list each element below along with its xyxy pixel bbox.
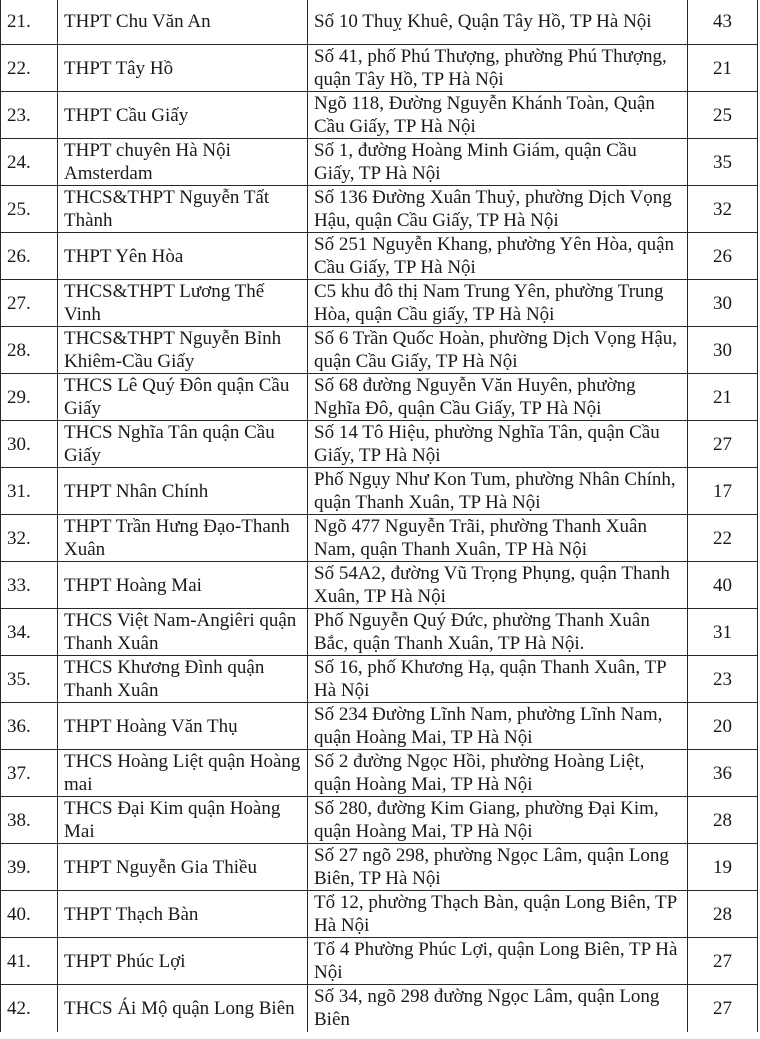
- row-number: 30.: [1, 421, 58, 468]
- school-name: THPT Phúc Lợi: [58, 938, 308, 985]
- school-name: THPT Hoàng Văn Thụ: [58, 703, 308, 750]
- school-address: Số 6 Trần Quốc Hoàn, phường Dịch Vọng Hậu, quận Cầu Giấy, TP Hà Nội: [308, 327, 688, 374]
- row-number: 27.: [1, 280, 58, 327]
- school-name: THCS&THPT Nguyễn Tất Thành: [58, 186, 308, 233]
- school-address: Tổ 4 Phường Phúc Lợi, quận Long Biên, TP Hà Nội: [308, 938, 688, 985]
- school-name: THCS Đại Kim quận Hoàng Mai: [58, 797, 308, 844]
- school-address: Số 280, đường Kim Giang, phường Đại Kim, quận Hoàng Mai, TP Hà Nội: [308, 797, 688, 844]
- row-number: 31.: [1, 468, 58, 515]
- school-count: 21: [688, 374, 758, 421]
- row-number: 29.: [1, 374, 58, 421]
- school-address: Số 10 Thuỵ Khuê, Quận Tây Hồ, TP Hà Nội: [308, 0, 688, 45]
- table-row: [1, 656, 758, 703]
- school-address: Ngõ 118, Đường Nguyễn Khánh Toàn, Quận Cầu Giấy, TP Hà Nội: [308, 92, 688, 139]
- row-number: 37.: [1, 750, 58, 797]
- school-count: 31: [688, 609, 758, 656]
- school-name: THCS Hoàng Liệt quận Hoàng mai: [58, 750, 308, 797]
- row-number: 38.: [1, 797, 58, 844]
- school-address: Số 41, phố Phú Thượng, phường Phú Thượng, quận Tây Hồ, TP Hà Nội: [308, 45, 688, 92]
- school-name: THCS Lê Quý Đôn quận Cầu Giấy: [58, 374, 308, 421]
- schools-table-body: [1, 0, 758, 1032]
- table-row: [1, 844, 758, 891]
- table-row: [1, 562, 758, 609]
- school-name: THCS Việt Nam-Angiêri quận Thanh Xuân: [58, 609, 308, 656]
- table-row: [1, 938, 758, 985]
- table-row: [1, 609, 758, 656]
- school-address: Phố Nguyễn Quý Đức, phường Thanh Xuân Bắc, quận Thanh Xuân, TP Hà Nội.: [308, 609, 688, 656]
- school-address: Số 136 Đường Xuân Thuỷ, phường Dịch Vọng Hậu, quận Cầu Giấy, TP Hà Nội: [308, 186, 688, 233]
- school-name: THPT chuyên Hà Nội Amsterdam: [58, 139, 308, 186]
- table-row: [1, 421, 758, 468]
- school-name: THPT Trần Hưng Đạo-Thanh Xuân: [58, 515, 308, 562]
- school-name: THPT Yên Hòa: [58, 233, 308, 280]
- school-address: Số 251 Nguyễn Khang, phường Yên Hòa, quận Cầu Giấy, TP Hà Nội: [308, 233, 688, 280]
- row-number: 28.: [1, 327, 58, 374]
- school-count: 22: [688, 515, 758, 562]
- table-row: [1, 186, 758, 233]
- row-number: 25.: [1, 186, 58, 233]
- row-number: 21.: [1, 0, 58, 45]
- school-name: THPT Tây Hồ: [58, 45, 308, 92]
- school-count: 20: [688, 703, 758, 750]
- row-number: 23.: [1, 92, 58, 139]
- school-name: THPT Chu Văn An: [58, 0, 308, 45]
- school-address: Số 27 ngõ 298, phường Ngọc Lâm, quận Long Biên, TP Hà Nội: [308, 844, 688, 891]
- school-count: 40: [688, 562, 758, 609]
- school-name: THCS&THPT Lương Thế Vinh: [58, 280, 308, 327]
- table-row: [1, 703, 758, 750]
- school-address: C5 khu đô thị Nam Trung Yên, phường Trung Hòa, quận Cầu giấy, TP Hà Nội: [308, 280, 688, 327]
- school-address: Số 16, phố Khương Hạ, quận Thanh Xuân, TP Hà Nội: [308, 656, 688, 703]
- school-count: 21: [688, 45, 758, 92]
- table-row: [1, 233, 758, 280]
- school-count: 25: [688, 92, 758, 139]
- school-name: THPT Thạch Bàn: [58, 891, 308, 938]
- school-count: 19: [688, 844, 758, 891]
- school-name: THCS Nghĩa Tân quận Cầu Giấy: [58, 421, 308, 468]
- school-name: THPT Hoàng Mai: [58, 562, 308, 609]
- row-number: 24.: [1, 139, 58, 186]
- school-count: 36: [688, 750, 758, 797]
- school-address: Tổ 12, phường Thạch Bàn, quận Long Biên, TP Hà Nội: [308, 891, 688, 938]
- school-address: Ngõ 477 Nguyễn Trãi, phường Thanh Xuân Nam, quận Thanh Xuân, TP Hà Nội: [308, 515, 688, 562]
- row-number: 34.: [1, 609, 58, 656]
- school-count: 23: [688, 656, 758, 703]
- school-name: THCS&THPT Nguyễn Bỉnh Khiêm-Cầu Giấy: [58, 327, 308, 374]
- school-name: THPT Nguyễn Gia Thiều: [58, 844, 308, 891]
- table-row: [1, 797, 758, 844]
- row-number: 26.: [1, 233, 58, 280]
- table-row: [1, 139, 758, 186]
- school-count: 30: [688, 327, 758, 374]
- school-count: 32: [688, 186, 758, 233]
- row-number: 33.: [1, 562, 58, 609]
- school-count: 43: [688, 0, 758, 45]
- row-number: 22.: [1, 45, 58, 92]
- school-address: Phố Ngụy Như Kon Tum, phường Nhân Chính, quận Thanh Xuân, TP Hà Nội: [308, 468, 688, 515]
- school-name: THPT Nhân Chính: [58, 468, 308, 515]
- school-name: THCS Khương Đình quận Thanh Xuân: [58, 656, 308, 703]
- school-count: 27: [688, 985, 758, 1032]
- table-row: [1, 280, 758, 327]
- school-address: Số 2 đường Ngọc Hồi, phường Hoàng Liệt, quận Hoàng Mai, TP Hà Nội: [308, 750, 688, 797]
- table-row: [1, 891, 758, 938]
- school-count: 28: [688, 797, 758, 844]
- table-row: [1, 750, 758, 797]
- school-count: 26: [688, 233, 758, 280]
- school-address: Số 34, ngõ 298 đường Ngọc Lâm, quận Long Biên: [308, 985, 688, 1032]
- row-number: 36.: [1, 703, 58, 750]
- school-count: 30: [688, 280, 758, 327]
- table-row: [1, 327, 758, 374]
- table-row: [1, 0, 758, 45]
- school-address: Số 14 Tô Hiệu, phường Nghĩa Tân, quận Cầu Giấy, TP Hà Nội: [308, 421, 688, 468]
- row-number: 40.: [1, 891, 58, 938]
- row-number: 41.: [1, 938, 58, 985]
- table-row: [1, 515, 758, 562]
- school-count: 27: [688, 938, 758, 985]
- table-row: [1, 985, 758, 1032]
- table-row: [1, 468, 758, 515]
- school-address: Số 234 Đường Lĩnh Nam, phường Lĩnh Nam, quận Hoàng Mai, TP Hà Nội: [308, 703, 688, 750]
- school-count: 17: [688, 468, 758, 515]
- row-number: 35.: [1, 656, 58, 703]
- row-number: 32.: [1, 515, 58, 562]
- school-count: 28: [688, 891, 758, 938]
- table-row: [1, 92, 758, 139]
- school-count: 27: [688, 421, 758, 468]
- school-address: Số 68 đường Nguyễn Văn Huyên, phường Nghĩa Đô, quận Cầu Giấy, TP Hà Nội: [308, 374, 688, 421]
- school-name: THPT Cầu Giấy: [58, 92, 308, 139]
- school-name: THCS Ái Mộ quận Long Biên: [58, 985, 308, 1032]
- table-row: [1, 374, 758, 421]
- school-address: Số 1, đường Hoàng Minh Giám, quận Cầu Giấy, TP Hà Nội: [308, 139, 688, 186]
- school-count: 35: [688, 139, 758, 186]
- row-number: 39.: [1, 844, 58, 891]
- school-address: Số 54A2, đường Vũ Trọng Phụng, quận Thanh Xuân, TP Hà Nội: [308, 562, 688, 609]
- row-number: 42.: [1, 985, 58, 1032]
- table-row: [1, 45, 758, 92]
